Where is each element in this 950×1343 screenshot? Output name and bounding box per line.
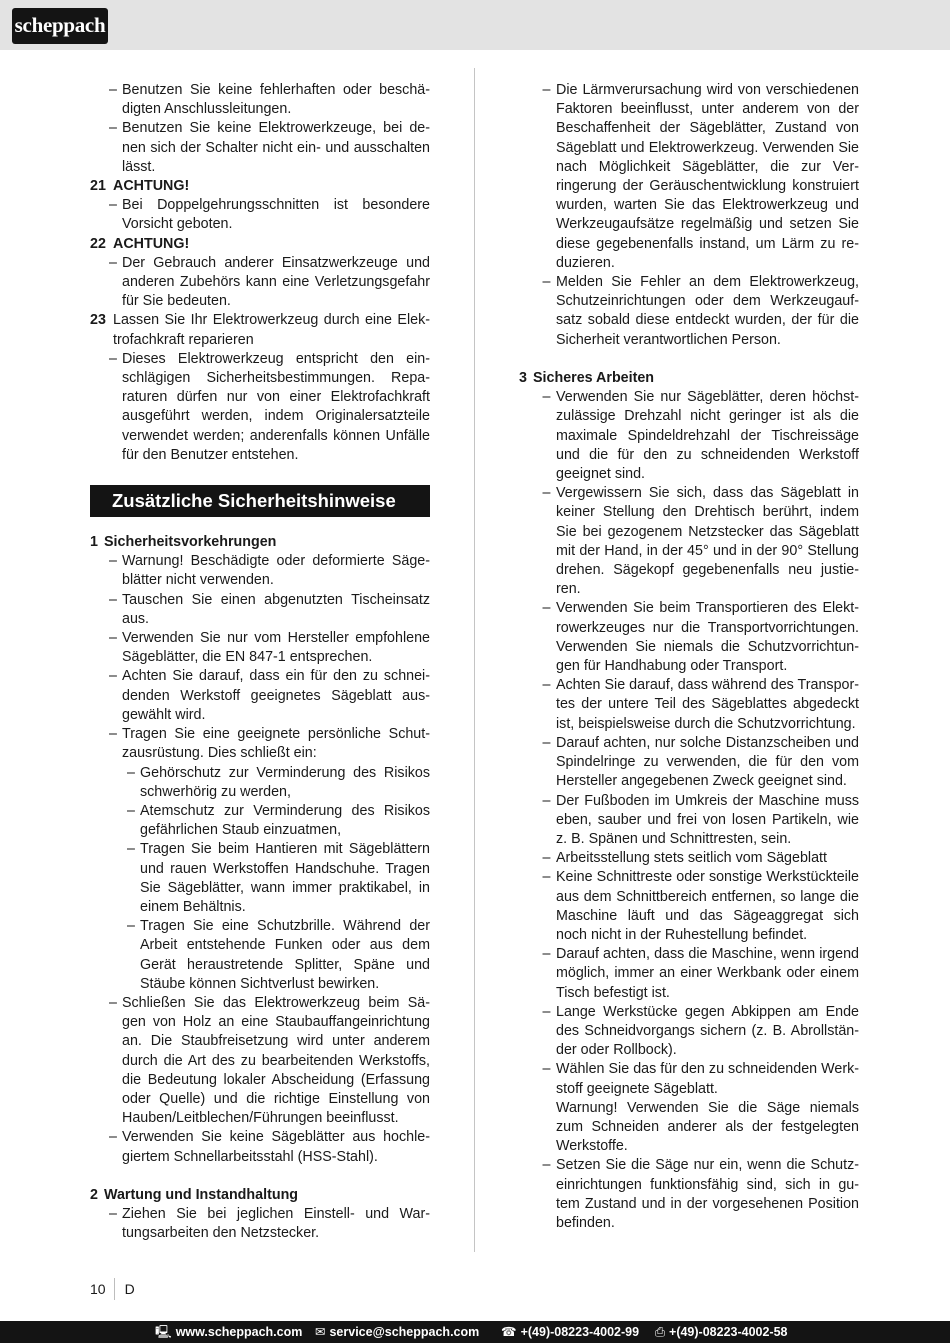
item-marker: –	[109, 553, 117, 570]
sub-bullet-item	[90, 840, 430, 917]
section-heading: Zusätzliche Sicherheitshinweise	[90, 485, 430, 517]
bullet-item	[90, 725, 430, 763]
item-marker: –	[109, 350, 117, 367]
spacer	[90, 1167, 430, 1186]
bullet-item	[90, 994, 430, 1128]
item-text: Vergewissern Sie sich, dass das Sägeblatt in keiner Stellung den Drehtisch berührt, indem Sie bei gezogenem Netzstecker das Sägeblatt mit der Hand, in der 45° und in der 90° Stellung drehen. Sägekopf gegebenenfalls neu justie-ren.	[556, 485, 859, 598]
phone-text: +(49)-08223-4002-99	[520, 1325, 640, 1339]
bullet-item	[519, 388, 859, 484]
item-text: Tauschen Sie einen abgenutzten Tischeinsatz aus.	[122, 591, 430, 627]
bullet-item	[519, 945, 859, 1003]
item-text: Achten Sie darauf, dass ein für den zu schnei-denden Werkstoff geeignetes Sägeblatt aus-gewählt wird.	[122, 668, 430, 723]
item-text: Dieses Elektrowerkzeug entspricht den ein-schlägigen Sicherheitsbestimmungen. Repa-raturen dürfen nur von einer Elektrofachkraft ausgeführt werden, indem Originalersatzteile verwendet werden; anderenfalls können Unfälle für den Benutzer entstehen.	[122, 350, 430, 463]
phone-number[interactable]	[501, 1321, 639, 1343]
item-marker: –	[542, 485, 551, 502]
item-marker: 21	[90, 178, 106, 195]
numbered-item	[90, 235, 430, 254]
item-text: Der Fußboden im Umkreis der Maschine muss eben, sauber und frei von losen Partikeln, wie z. B. Spänen und Schnittresten, sein.	[556, 792, 859, 847]
bullet-item	[519, 676, 859, 734]
bullet-item	[519, 868, 859, 945]
bullet-item	[90, 552, 430, 590]
item-text: Keine Schnittreste oder sonstige Werkstückteile aus dem Schnittbereich entfernen, so lange die Maschine läuft und das Sägeaggregat sich noch nicht in der Ruhestellung befindet.	[556, 869, 859, 943]
item-text: Tragen Sie beim Hantieren mit Sägeblättern und rauen Werkstoffen Handschuhe. Tragen Sie Sägeblätter, wann immer praktikabel, in einem Behältnis.	[140, 841, 430, 915]
spacer	[519, 350, 859, 369]
phone-icon: ☎	[501, 1325, 517, 1339]
bullet-item	[90, 1128, 430, 1166]
item-text: Warnung! Beschädigte oder deformierte Säge-blätter nicht verwenden.	[122, 553, 430, 589]
email-text: service@scheppach.com	[329, 1325, 480, 1339]
mail-icon: ✉	[315, 1325, 326, 1339]
subsection-heading	[90, 1186, 430, 1205]
item-text: Tragen Sie eine Schutzbrille. Während der Arbeit entstehende Funken oder aus dem Gerät heraustretende Splitter, Späne und Stäube können Sichtverlust bewirken.	[140, 918, 430, 992]
item-text: Atemschutz zur Verminderung des Risikos gefährlichen Staub einzuatmen,	[140, 802, 430, 839]
sub-bullet-item	[90, 917, 430, 994]
bullet-item	[519, 792, 859, 850]
item-text: Ziehen Sie bei jeglichen Einstell- und War-tungsarbeiten den Netzstecker.	[122, 1206, 430, 1242]
header-bar	[0, 0, 950, 50]
bullet-item	[519, 1156, 859, 1233]
item-marker: –	[542, 677, 551, 694]
right-column	[519, 81, 859, 1233]
bullet-item	[90, 196, 430, 234]
item-marker: –	[109, 1129, 117, 1146]
item-marker: –	[542, 1061, 551, 1078]
item-marker: –	[109, 994, 117, 1011]
computer-icon: 🖳	[155, 1325, 172, 1339]
item-text: Verwenden Sie nur vom Hersteller empfohlene Sägeblätter, die EN 847-1 entsprechen.	[122, 630, 430, 666]
bullet-item	[519, 599, 859, 676]
fax-icon: ⎙	[655, 1325, 666, 1339]
bullet-item	[519, 273, 859, 350]
bullet-item	[519, 1060, 859, 1098]
left-column	[90, 81, 430, 1244]
bullet-item	[90, 350, 430, 465]
item-marker: –	[542, 869, 551, 886]
item-text: Verwenden Sie nur Sägeblätter, deren höchst-zulässige Drehzahl nicht geringer ist als die maximale Spindeldrehzahl der Tischreissäge und die für den zu schneidenden Werkstoff geeignet sind.	[556, 389, 859, 483]
item-marker: –	[109, 197, 117, 214]
fax-text: +(49)-08223-4002-58	[669, 1325, 788, 1339]
item-marker: –	[542, 600, 551, 617]
item-marker: –	[542, 792, 551, 809]
website-link[interactable]	[155, 1321, 302, 1343]
item-marker: –	[127, 918, 135, 935]
item-marker: –	[542, 850, 551, 867]
item-marker: 3	[519, 370, 527, 387]
item-text: Benutzen Sie keine fehlerhaften oder beschä-digten Anschlussleitungen.	[122, 82, 430, 118]
contact-footer	[0, 1321, 950, 1343]
bullet-item	[90, 667, 430, 725]
bullet-item	[90, 1205, 430, 1243]
item-text: Lange Werkstücke gegen Abkippen am Ende des Schneidvorgangs sichern (z. B. Abrollstän-der oder Rollbock).	[556, 1003, 859, 1059]
item-text: Lassen Sie Ihr Elektrowerkzeug durch eine Elek-trofachkraft reparieren	[113, 312, 430, 348]
bullet-item	[90, 591, 430, 629]
item-text: Tragen Sie eine geeignete persönliche Schut-zausrüstung. Dies schließt ein:	[122, 726, 430, 762]
item-text: Setzen Sie die Säge nur ein, wenn die Schutz-einrichtungen funktionsfähig sind, sich in gu-tem Zustand und in der vorgesehenen Position befinden.	[556, 1157, 859, 1231]
item-marker: –	[109, 630, 117, 647]
bullet-item	[90, 81, 430, 119]
item-marker: –	[109, 254, 117, 271]
email-link[interactable]	[315, 1321, 479, 1343]
item-text: Der Gebrauch anderer Einsatzwerkzeuge und anderen Zubehörs kann eine Verletzungsgefahr für Sie bedeuten.	[122, 254, 430, 310]
item-marker: –	[542, 389, 551, 406]
item-marker: 23	[90, 312, 106, 329]
item-marker: –	[109, 668, 117, 685]
subsection-heading	[90, 533, 430, 552]
item-marker: –	[542, 1003, 551, 1020]
column-divider	[474, 68, 475, 1252]
bullet-item	[519, 1099, 859, 1157]
item-marker: –	[109, 591, 117, 608]
numbered-item	[90, 177, 430, 196]
item-marker: –	[542, 82, 551, 98]
sub-bullet-item	[90, 802, 430, 840]
bullet-item	[519, 81, 859, 273]
item-text: Warnung! Verwenden Sie die Säge niemals zum Schneiden anderer als der festgelegten Werkstoffe.	[556, 1099, 859, 1155]
item-text: Arbeitsstellung stets seitlich vom Sägeblatt	[556, 850, 827, 867]
item-text: Wartung und Instandhaltung	[104, 1186, 299, 1203]
fax-number	[655, 1321, 788, 1343]
bullet-item	[519, 849, 859, 868]
item-text: Gehörschutz zur Verminderung des Risikos schwerhörig zu werden,	[140, 764, 430, 800]
sub-bullet-item	[90, 764, 430, 802]
bullet-item	[519, 484, 859, 599]
item-text: Darauf achten, nur solche Distanzscheiben und Spindelringe zu verwenden, die für den vom Hersteller angegebenen Zweck geeignet sind.	[556, 734, 859, 790]
bullet-item	[519, 1003, 859, 1061]
item-marker: –	[542, 274, 551, 291]
item-text: Darauf achten, dass die Maschine, wenn irgend möglich, immer an einer Werkbank oder einem Tisch befestigt ist.	[556, 946, 859, 1001]
item-text: Wählen Sie das für den zu schneidenden Werk-stoff geeignete Sägeblatt.	[556, 1061, 859, 1097]
item-text: Sicherheitsvorkehrungen	[104, 534, 277, 551]
page-indicator	[90, 1278, 135, 1300]
language-code: D	[124, 1281, 135, 1297]
item-marker: –	[109, 120, 117, 137]
numbered-item	[90, 311, 430, 349]
bullet-item	[90, 254, 430, 312]
item-text: Die Lärmverursachung wird von verschiedenen Faktoren beeinflusst, unter anderem von der Beschaffenheit der Sägeblätter, Zustand von Sägeblatt und Elektrowerkzeug. Verwenden Sie nach Möglichkeit Sägeblätter, die zur Ver-ringerung der Geräuschentwicklung konstruiert wurden, warten Sie das Elektrowerkzeug und Werkzeugaufsätze regelmäßig und setzen Sie diese gegebenenfalls instand, um Lärm zu re-duzieren.	[556, 82, 859, 271]
item-text: Melden Sie Fehler an dem Elektrowerkzeug, Schutzeinrichtungen oder dem Werkzeugauf-satz sobald diese entdeckt wurden, der für die Sicherheit verantwortlichen Person.	[556, 274, 859, 348]
item-marker: 1	[90, 534, 98, 551]
page-number: 10	[90, 1278, 115, 1300]
item-marker: –	[542, 734, 551, 751]
item-text: ACHTUNG!	[113, 235, 190, 252]
scheppach-logo[interactable]: scheppach	[12, 8, 108, 44]
item-marker: 22	[90, 235, 106, 252]
item-text: ACHTUNG!	[113, 178, 190, 195]
item-marker: 2	[90, 1186, 98, 1203]
item-marker: –	[109, 726, 117, 743]
item-marker: –	[542, 946, 551, 963]
item-marker: –	[127, 764, 135, 781]
bullet-item	[519, 734, 859, 792]
item-text: Verwenden Sie beim Transportieren des Elekt-rowerkzeuges nur die Transportvorrichtungen. Verwenden Sie niemals die Schutzvorrichtun-gen für Handhabung oder Transport.	[556, 600, 859, 675]
item-marker: –	[109, 1206, 117, 1223]
item-text: Bei Doppelgehrungsschnitten ist besondere Vorsicht geboten.	[122, 197, 430, 233]
item-text: Schließen Sie das Elektrowerkzeug beim Sä-gen von Holz an eine Staubauffangeinrichtung an. Die Staubfreisetzung wird unter anderem durch die Art des zu bearbeitenden Werkstoffs, die Bedeutung lokaler Abscheidung (Erfassung oder Quelle) und die richtige Einstellung von Hauben/Leitblechen/Führungen beeinflusst.	[122, 994, 430, 1127]
website-text: www.scheppach.com	[175, 1325, 303, 1339]
item-text: Sicheres Arbeiten	[533, 370, 655, 387]
item-marker: –	[127, 802, 135, 819]
item-text: Benutzen Sie keine Elektrowerkzeuge, bei de-nen sich der Schalter nicht ein- und ausschalten lässt.	[122, 120, 430, 175]
item-marker: –	[127, 841, 135, 858]
subsection-heading	[519, 369, 859, 388]
item-text: Achten Sie darauf, dass während des Transpor-tes der untere Teil des Sägeblattes abgedeckt ist, beispielsweise durch die Schutzvorrichtung.	[556, 677, 859, 732]
item-marker	[537, 1099, 556, 1157]
item-text: Verwenden Sie keine Sägeblätter aus hochle-giertem Schnellarbeitsstahl (HSS-Stahl).	[122, 1129, 430, 1165]
item-marker: –	[542, 1157, 551, 1174]
bullet-item	[90, 629, 430, 667]
item-marker: –	[109, 82, 117, 98]
bullet-item	[90, 119, 430, 177]
